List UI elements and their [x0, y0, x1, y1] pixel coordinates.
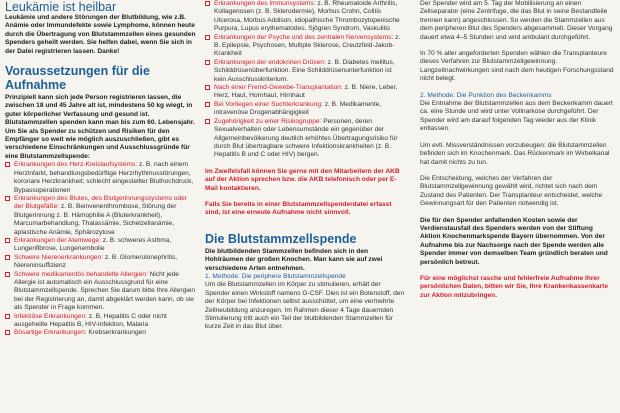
- exclusion-list-2: [205, 0, 405, 160]
- item-text: z. B. Diabetes mellitus, Schilddrüsenüberfunktion. Eine Schilddrüsenunterfunktion ist kein Ausschlusskriterium.: [214, 58, 395, 83]
- item-text: z. B. Medikamente, intravenöse Drogenabhängigkeit: [214, 100, 382, 117]
- list-item: [205, 59, 405, 84]
- item-text: z. B. Hepatitis C oder nicht ausgeheilte Hepatitis B, HIV-Infektion, Malaria: [14, 312, 167, 328]
- insurance-card-note: Für eine möglichst rasche und fehlerfreie Aufnahme Ihrer persönlichen Daten, bitten wir Sie, Ihre Krankenkassenkarte zur Aktion mitzubringen.: [420, 274, 608, 299]
- exclusion-list-1: [5, 161, 197, 338]
- intro-text: Leukämie und andere Störungen der Blutbildung, wie z.B. Anämie oder Immundefekte sowie Lymphome, können heute durch die Übertragung von Blutstammzellen eines gesunden Spenders geheilt werden. Sie helfen dabei, wenn Sie sich in der Datei registrieren lassen. Danke!: [5, 14, 196, 55]
- list-item: [5, 195, 197, 237]
- checkbox-icon: [5, 272, 10, 277]
- column-left: [5, 0, 197, 338]
- item-text: Krebserkrankungen: [86, 329, 146, 337]
- checkbox-icon: [205, 119, 210, 124]
- item-title: Nach einer Fremd-Gewebe-Transplantation:: [214, 84, 343, 92]
- list-item: [5, 254, 197, 271]
- checkbox-icon: [5, 330, 10, 335]
- paragraph-decision: Die Entscheidung, welches der Verfahren der Blutstammzellgewinnung gewählt wird, richtet sich nach dem Zustand des Patienten. Der Transplanteur entscheidet, welche Gewinnungsart für den Patienten notwendig ist.: [420, 174, 603, 208]
- list-item: [205, 0, 405, 34]
- item-title: Erkrankungen der endokrinen Drüsen:: [214, 58, 326, 66]
- item-title: Bösartige Erkrankungen:: [14, 329, 87, 337]
- item-text: Personen, deren Sexualverhalten oder Lebensumstände ein gegenüber der Allgemeinbevölkerung deutlich erhöhtes Übertragungsrisiko für durch Blut übertragbare schwere Infektionskrankheiten (z. B. Hepatitis B und C oder HIV) bergen.: [214, 117, 398, 159]
- item-title: Infektiöse Erkrankungen:: [14, 312, 87, 320]
- paragraph-separator: Der Spender wird am 5. Tag der Mobilisierung an einen Zellseparator (eine Zentrifuge, die das Blut in seine Bestandteile trennen kann) angeschlossen. So werden die Stammzellen aus dem peripheren Blut des Spenders abgesammelt. Dieser Vorgang dauert etwa 4–5 Stunden und wird ambulant durchgeführt.: [420, 0, 613, 41]
- item-title: Erkrankungen des Herz-Kreislaufsystems:: [14, 161, 138, 169]
- checkbox-icon: [205, 35, 210, 40]
- paragraph-statistics: In 70 % aller angeforderten Spenden wählen die Transplanteure dieses Verfahren zur Blutstammzellgewinnung. Langzeitnachwirkungen sind nach dem heutigen Forschungsstand nicht belegt.: [420, 50, 614, 83]
- requirements-text: Prinzipiell kann sich jede Person registrieren lassen, die zwischen 18 und 45 Jahre alt ist, mindestens 50 kg wiegt, in guter körperlicher Verfassung und gesund ist. Blutstammzellen spenden kann man bis zum 60. Lebensjahr. Um Sie als Spender zu schützen und Risiken für den Empfänger so weit wie möglich auszuschließen, gibt es verschiedene Einschränkungen und Ausschlussgründe für eine Blutstammzellspende:: [5, 94, 195, 160]
- item-text: z. B. Beinvenenthrombose, Störung der Blutgerinnung z. B. Hämophilie A (Bluterkrankheit), Marcumarbehandlung, Thalassämie, Sichelzellanämie, aplastische Anämie, Sphärozytose: [14, 203, 177, 236]
- item-title: Erkrankungen der Psyche und des zentralen Nervensystems:: [214, 33, 394, 41]
- item-text: z. B. schweres Asthma, Lungenfibrose, Lungenembolie: [14, 236, 172, 253]
- list-item: [205, 84, 405, 101]
- list-item: [5, 161, 197, 195]
- item-title: Erkrankungen der Atemwege:: [14, 236, 101, 244]
- item-text: z. B. nach einem Herzinfarkt, behandlungsbedürftige Herzrhythmusstörungen, koronare Herzkrankheit; schlecht eingestellter Bluthochdruck, Bypassoperationen: [14, 161, 194, 194]
- donation-intro: Die blutbildenden Stammzellen befinden sich in den Hohlräumen der großen Knochen. Man kann sie auf zwei verschiedene Arten entnehmen.: [205, 247, 383, 272]
- heading-leukemia: Leukämie ist heilbar: [5, 0, 117, 14]
- column-middle: [205, 0, 405, 332]
- method1-text: Um die Blutstammzellen im Körper zu stimulieren, erhält der Spender einen Wirkstoff namens G-CSF. Dies ist ein Botenstoff, den der Körper bei Infektionen selbst ausschüttet, um eine vermehrte Zellneubildung anzuregen. Im Rahmen dieser 4 Tage dauernden Stimulierung tritt auch ein Teil der blutbildenden Stammzellen für kurze Zeit in das Blut über.: [205, 281, 405, 331]
- already-registered-note: Falls Sie bereits in einer Blutstammzellspenderdatei erfasst sind, ist eine erneute Aufnahme nicht sinnvoll.: [205, 200, 392, 217]
- checkbox-icon: [5, 196, 10, 201]
- contact-note: Im Zweifelsfall können Sie gerne mit den Mitarbeitern der AKB auf der Aktion sprechen bzw. die AKB telefonisch oder per E-Mail kontaktieren.: [205, 167, 400, 192]
- paragraph-marrow: Um evtl. Missverständnissen vorzubeugen: die Blutstammzellen befinden sich im Knochenmark. Das Rückenmark im Wirbelkanal hat damit nichts zu tun.: [420, 141, 610, 166]
- checkbox-icon: [205, 85, 210, 90]
- paragraph-costs: Die für den Spender anfallenden Kosten sowie der Verdienstausfall des Spenders werden von der Stiftung Aktion Knochenmarkspende Bayern übernommen. Von der Aufnahme bis zur Nachsorge nach der Spende werden alle Spender immer von demselben Team gründlich beraten und persönlich betreut.: [420, 216, 608, 266]
- checkbox-icon: [5, 238, 10, 243]
- checkbox-icon: [205, 1, 210, 6]
- method2-text: Die Entnahme der Blutstammzellen aus dem Beckenkamm dauert ca. eine Stunde und wird unter Vollnarkose durchgeführt. Der Spender wird am darauf folgenden Tag wieder aus der Klinik entlassen.: [420, 100, 613, 133]
- checkbox-icon: [5, 162, 10, 167]
- item-title: Erkrankungen des Blutes, des Blutgerinnungssystems oder der Blutgefäße:: [14, 194, 187, 211]
- list-item: [5, 313, 197, 330]
- list-item: [5, 271, 197, 313]
- item-title: Schwere Nierenerkrankungen:: [14, 253, 104, 261]
- checkbox-icon: [5, 314, 10, 319]
- method2-heading: 2. Methode: Die Punktion des Beckenkamms: [420, 91, 552, 99]
- heading-donation: Die Blutstammzellspende: [205, 231, 357, 246]
- item-text: z. B. Niere, Leber, Herz, Haut, Hornhaut, Hirnhaut: [214, 84, 398, 100]
- list-item: [5, 237, 197, 254]
- item-text: Nicht jede Allergie ist automatisch ein Ausschlussgrund für eine Blutstammzellspende. Sprechen Sie darum bitte Ihre Allergien bei der Registrierung an, damit abgeklärt werden kann, ob sie als Spender in Frage kommen.: [14, 270, 196, 312]
- item-title: Erkrankungen des Immunsystems:: [214, 0, 316, 7]
- checkbox-icon: [205, 60, 210, 65]
- heading-requirements: Voraussetzungen für die Aufnahme: [5, 64, 150, 93]
- item-title: Schwere medikamentös behandelte Allergien:: [14, 270, 148, 278]
- method1-heading: 1. Methode: Die periphere Blutstammzellspende: [205, 272, 346, 280]
- column-right: [420, 0, 615, 300]
- item-title: Zugehörigkeit zu einer Risikogruppe:: [214, 117, 322, 125]
- checkbox-icon: [205, 102, 210, 107]
- checkbox-icon: [5, 255, 10, 260]
- item-title: Bei Vorliegen einer Suchterkrankung:: [214, 100, 323, 108]
- item-text: z. B. Rheumatoide Arthritis, Kollagenosen (z. B. Sklerodermie), Morbus Crohn, Colitis Ulcerosa, Morbus Addison, idiopathische Thrombozytopenische Purpura, Lupus erythematodes, Sjögren Syndrom, Vaskulitis: [214, 0, 400, 33]
- list-item: [205, 118, 405, 160]
- list-item: [205, 34, 405, 59]
- list-item: [5, 329, 197, 337]
- list-item: [205, 101, 405, 118]
- item-text: z. B. Glomerulonephritis, Niereninsuffizienz: [14, 253, 178, 270]
- item-text: z. B. Epilepsie, Psychosen, Multiple Sklerose, Creutzfeld-Jakob-Krankheit: [214, 33, 401, 58]
